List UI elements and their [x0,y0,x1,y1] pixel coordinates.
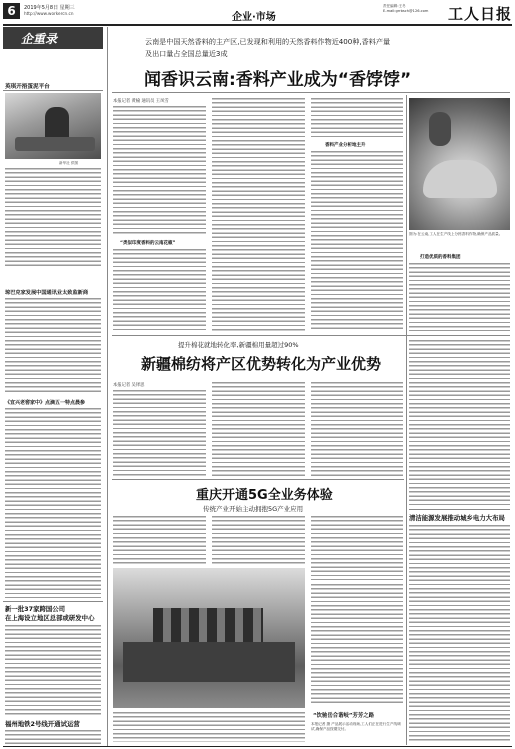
middle-col2 [212,382,305,476]
lead-deck-line1: 云南是中国天然香料的主产区,已发现和利用的天然香料作物近400种,香料产量 [145,37,391,46]
middle-col1 [113,390,206,476]
header-rule [3,24,512,26]
lead-rule [112,92,510,93]
right-story-body [409,525,510,743]
footer-rule [3,746,512,747]
story1-body [5,168,101,266]
lead-deck-line2: 及出口量占全国总量近3成 [145,49,228,58]
right-divider [406,95,407,745]
editor-email: E-mail:grrbsch@126.com [383,9,429,13]
editor-info [383,4,443,14]
bottom-col2 [212,516,305,564]
bottom-subhead: 传统产业开始主动拥抱5G产业应用 [203,505,304,513]
story4-title: 新一批37家跨国公司 在上海设立地区总部或研发中心 [5,605,95,622]
middle-col3 [311,382,403,476]
story1-rule [3,90,103,91]
bottom-col3 [311,516,403,580]
bottom-col3b [311,584,403,704]
lead-col1b [113,249,206,331]
sidebar [3,27,105,747]
lead-col1 [113,106,206,236]
lead-col3 [311,98,403,138]
story1-title: 英琪开捂蛋泥平台 [5,84,50,90]
story3-title: 《宜兴老窖家中》点滴五一特点晨参 [5,400,86,406]
story5-body [5,730,101,746]
story4-body [5,625,101,715]
bottom-photo [113,568,305,708]
lead-photo [409,98,510,230]
lead-col4 [409,263,510,331]
right-story-title: 清洁能源发展推动城乡电力大布局 [409,514,505,522]
middle-kicker: 提升棉花就地转化率,新疆棉用量超过90% [178,341,299,349]
bottom-photo-caption: “饮驰岳合谐岐”芳芳之路 [313,713,374,719]
lead-bottom-rule [112,335,510,336]
date-line: 2019年5月8日 星期三 [24,5,75,11]
lead-subhead-2: 香料产业分析地主升 [325,143,366,148]
middle-bottom-rule [112,479,404,480]
lead-subhead-3: 打造优质的香料集团 [420,255,461,260]
photo-worker [429,112,451,146]
photo-vehicle [15,137,95,151]
photo-people [153,608,263,642]
bottom-headline: 重庆开通5G全业务体验 [196,488,333,503]
middle-headline: 新疆棉纺将产区优势转化为产业优势 [141,355,382,373]
lead-byline: 本报记者 黄榆 通讯员 王凤雪 [113,99,169,104]
editor-name: 责任编辑:王冬 [383,4,406,8]
right-upper-text [409,340,510,505]
sidebar-divider [107,27,108,747]
bottom-under-photo [113,712,305,742]
lead-subhead-1: “类似印度香料的云南花椒” [120,241,176,246]
page-number: 6 [3,3,20,19]
right-story-rule [409,509,510,510]
story3-body [5,408,101,598]
column-banner [3,27,103,49]
lead-headline: 闻香识云南:香料产业成为“香饽饽” [144,70,412,90]
story2-title: 琼巴克家发展中国通讯业太致监新商 [5,290,89,296]
lead-col2 [212,98,305,331]
story1-photo-caption: 新华社 供图 [59,161,79,165]
story2-body [5,298,101,394]
lead-photo-caption: 图为:在云南,工人在生产线上分拣香料作物,确保产品质量。 [409,232,503,236]
website[interactable]: http://www.workercn.cn [24,11,74,16]
middle-byline: 本报记者 吴铎思 [113,383,145,388]
story4-rule [3,601,103,602]
bottom-photo-text: 本报记者 摄 产品展示活动现场,工人们正在进行生产线调试,确保产品按期交付。 [311,722,401,731]
photo-table [123,642,295,682]
photo-basket [423,160,497,198]
section-title: 企业·市场 [232,12,276,23]
page-header [0,0,515,26]
story5-title: 福州地铁2号线开通试运营 [5,720,80,728]
bottom-col1 [113,516,206,564]
column-name: 企重录 [21,32,58,46]
story1-photo [5,93,101,159]
paper-name: 工人日报 [448,5,513,23]
lead-col3b [311,151,403,331]
